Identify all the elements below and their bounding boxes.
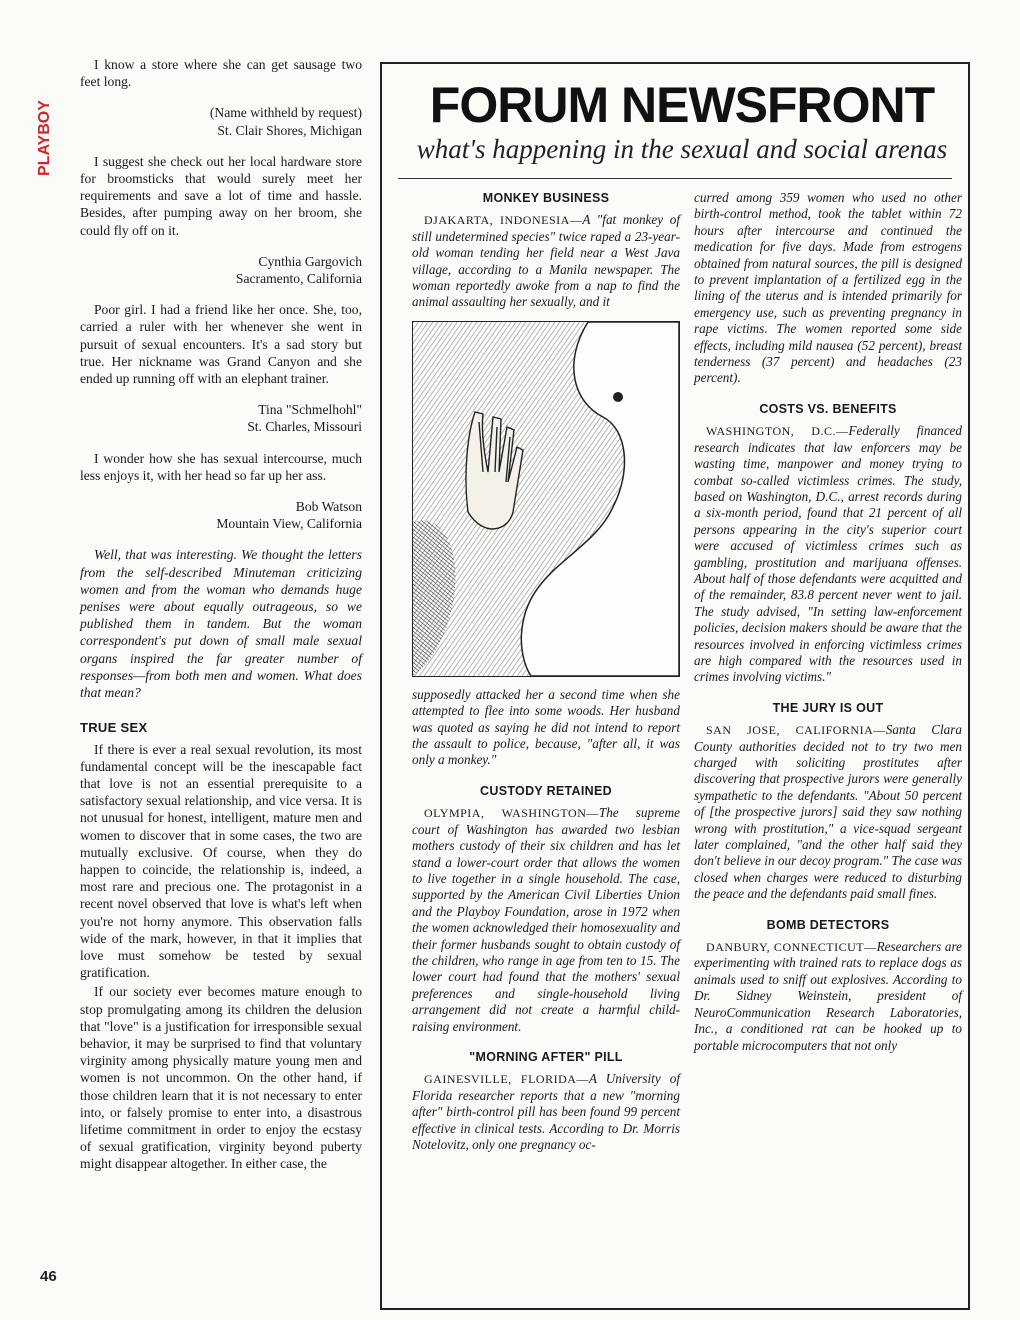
news-column-left [412, 190, 680, 1153]
news-column-right [694, 190, 962, 1054]
news-text: A University of Florida researcher reports that a new "morning after" birth-control pill has been found 99 percent effective in clinical tests. According to Dr. Morris Notelovitz, only one pregnancy oc- [412, 1071, 680, 1152]
letter-body: I know a store where she can get sausage two feet long. [80, 57, 362, 90]
signature-place: St. Clair Shores, Michigan [217, 122, 362, 138]
news-item [694, 722, 962, 902]
signature-place: Sacramento, California [235, 271, 362, 287]
letter-signature [80, 104, 362, 138]
signature-name: (Name withheld by request) [209, 105, 362, 121]
dateline: DJAKARTA, INDONESIA— [424, 213, 583, 228]
signature-name: Bob Watson [295, 499, 362, 515]
news-item-continued: supposedly attacked her a second time when she attempted to flee into some woods. Her husband was quoted as saying he did not intend to report the assault to police, because, "after all, it was only a monkey." [412, 686, 680, 768]
dateline: SAN JOSE, CALIFORNIA— [706, 723, 886, 738]
letter-body: Poor girl. I had a friend like her once. She, too, carried a ruler with her whenever she went in pursuit of sexual encounters. It's a sad story but true. Her nickname was Grand Canyon and she ended up running off with an elephant trainer. [80, 302, 362, 387]
news-item [694, 939, 962, 1054]
divider [398, 178, 952, 179]
essay-paragraph: If there is ever a real sexual revolution, its most fundamental concept will be the inescapable fact that love is not an essential prerequisite to a satisfactory sexual relationship, and vice versa. It is not unusual for honest, intelligent, mature men and women to discover that in some cases, the two are mutually exclusive. Of course, when they do happen to coincide, the relationship is, indeed, a most rare and precious one. The protagonist in a recent novel observed that love is what's left when you're not horny anymore. This observation falls wide of the mark, however, in that it implies that love must somehow be tested by sexual gratification. [80, 741, 362, 981]
signature-name: Tina "Schmelhohl" [258, 402, 362, 418]
news-heading: MONKEY BUSINESS [482, 191, 610, 205]
signature-place: Mountain View, California [216, 516, 362, 532]
news-heading: "MORNING AFTER" PILL [469, 1049, 623, 1064]
letter-body: I wonder how she has sexual intercourse, much less enjoys it, with her head so far up her ass. [80, 450, 362, 483]
news-heading: BOMB DETECTORS [766, 917, 890, 932]
running-head: PLAYBOY [36, 100, 53, 176]
news-text: The supreme court of Washington has awarded two lesbian mothers custody of their six children and has let stand a lower-court order that allows the women to live together in a single household. The case, supported by the American Civil Liberties Union and the Playboy Foundation, arose in 1972 when the women acknowledged their homosexuality and their former husbands sought to obtain custody of the children, who range in age from ten to 15. The lower court had found that the mothers' sexual preferences and single-household living arrangement did not create a harmful child-raising environment. [412, 805, 680, 1034]
news-text: Santa Clara County authorities decided not to try two men charged with soliciting prostitutes after discovering that prospective jurors were generally sympathetic to the defendants. "About 50 percent of [the prospective jurors] said they saw nothing wrong with prostitution," a vice-squad sergeant later complained, "and the other half said they don't believe in our decoy program." The case was closed when charges were reduced to disturbing the peace and the defendants paid small fines. [694, 722, 963, 902]
section-heading: TRUE SEX [80, 720, 148, 736]
letter-signature [80, 401, 362, 435]
editor-reply: Well, that was interesting. We thought the letters from the self-described Minuteman criticizing women and from the woman who demands huge penises were about equally outrageous, so we published them in tandem. But the woman correspondent's put down of small male sexual organs inspired the far greater number of responses—from both men and women. What does that mean? [80, 547, 362, 701]
news-item-continued: curred among 359 women who used no other birth-control method, took the tablet within 72 hours after intercourse and continued the medication for five days. Made from estrogens obtained from natural sources, the pill is designed to prevent implantation of a fertilized egg in the lining of the uterus and is intended primarily for emergency use, such as preventing pregnancy in rape victims. The women reported some side effects, including mild nausea (52 percent), breast tenderness (37 percent) and headaches (23 percent). [694, 190, 962, 386]
news-text: Researchers are experimenting with trained rats to replace dogs as animals used to sniff out explosives. According to Dr. Sidney Weinstein, president of NeuroCommunication Research Laboratories, Inc., a conditioned rat can be hooked up to portable microcomputers that not only [694, 939, 962, 1053]
news-text: A "fat monkey of still undetermined species" twice raped a 23-year-old woman tending her field near a West Java village, according to a Manila newspaper. The woman reportedly awoke from a nap to find the animal assaulting her sexually, and it [412, 212, 680, 310]
page-number: 46 [40, 1268, 57, 1285]
dateline: OLYMPIA, WASHINGTON— [424, 806, 599, 821]
letter-body: I suggest she check out her local hardware store for broomsticks that would surely meet her requirements and save a lot of time and hassle. Besides, after pumping away on her broom, she could fly off on it. [80, 153, 362, 238]
news-item [412, 805, 680, 1035]
letters-column [80, 56, 362, 1173]
forum-title: FORUM NEWSFRONT [429, 77, 935, 133]
letter-signature [80, 498, 362, 532]
forum-newsfront-box [380, 62, 970, 1310]
forum-subtitle: what's happening in the sexual and social arenas [416, 134, 948, 164]
monkey-illustration [413, 322, 679, 676]
news-item [412, 1071, 680, 1153]
illustration-figure [412, 321, 680, 677]
news-item [412, 212, 680, 310]
dateline: WASHINGTON, D.C.— [706, 424, 849, 439]
signature-name: Cynthia Gargovich [258, 253, 362, 269]
essay-paragraph: If our society ever becomes mature enough to stop promulgating among its children the delusion that "love" is a justification for irresponsible sexual behavior, it may be surprised to find that voluntary virginity among physically mature young men and women is not uncommon. On the other hand, if those children learn that it is not necessary to enter into, or falsely promise to enter into, a disastrous lifetime commitment in order to enjoy the ecstasy of sexual gratification, virginity beyond puberty might disappear altogether. In either case, the [80, 984, 362, 1172]
news-item [694, 423, 962, 686]
true-sex-section [80, 719, 362, 1172]
dateline: GAINESVILLE, FLORIDA— [424, 1072, 589, 1087]
news-heading: THE JURY IS OUT [772, 700, 884, 715]
news-text: Federally financed research indicates that law enforcers may be wasting time, manpower and money trying to combat so-called victimless crimes. The study, based on Washington, D.C., arrest records during a six-month period, found that 21 percent of all persons appearing in the city's superior court were accused of victimless crimes such as gambling, prostitution and marijuana offenses. About half of those defendants were acquitted and of the remainder, 83.8 percent never went to jail. The study advised, "In setting law-enforcement policies, decision makers should be aware that the resources involved in enforcing victimless crimes are high compared with the resources used in crimes involving victims." [694, 423, 962, 685]
letter-signature [80, 253, 362, 287]
news-heading: CUSTODY RETAINED [480, 783, 612, 798]
news-heading: COSTS VS. BENEFITS [759, 401, 897, 416]
dateline: DANBURY, CONNECTICUT— [706, 940, 877, 955]
signature-place: St. Charles, Missouri [247, 419, 362, 435]
